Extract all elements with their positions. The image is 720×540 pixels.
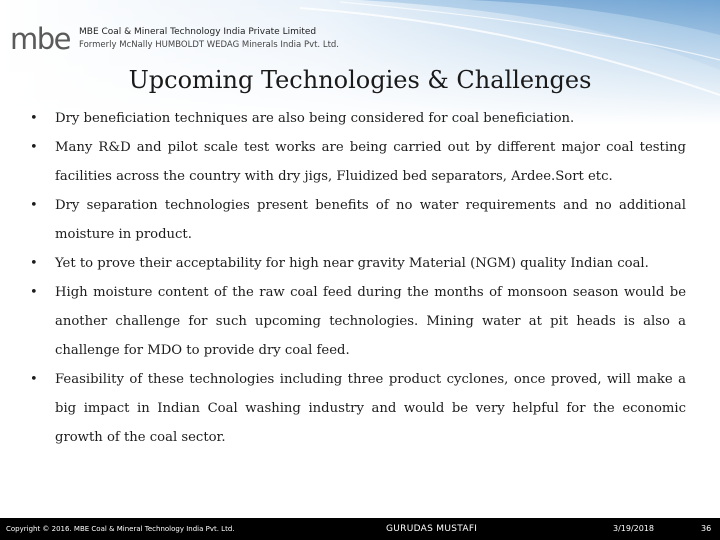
bullet-dot-icon: •	[30, 256, 38, 271]
bullet-text: Yet to prove their acceptability for high near gravity Material (NGM) quality Indian coal.	[55, 256, 649, 271]
bullet-dot-icon: •	[30, 372, 38, 387]
bullet-dot-icon: •	[30, 140, 38, 155]
mbe-logo	[8, 18, 72, 58]
bullet-item	[30, 191, 686, 249]
bullet-text: Feasibility of these technologies including three product cyclones, once proved, will make a big impact in Indian Coal washing industry and would be very helpful for the economic growth of the coal sector.	[55, 372, 686, 445]
bullet-text: High moisture content of the raw coal feed during the months of monsoon season would be another challenge for such upcoming technologies. Mining water at pit heads is also a challenge for MDO to provide dry coal feed.	[55, 285, 686, 358]
footer-bar	[0, 518, 720, 540]
bullet-text: Dry beneficiation techniques are also being considered for coal beneficiation.	[55, 111, 575, 126]
bullet-item	[30, 104, 686, 133]
bullet-text: Dry separation technologies present benefits of no water requirements and no additional moisture in product.	[55, 198, 686, 242]
bullet-dot-icon: •	[30, 285, 38, 300]
bullet-item	[30, 278, 686, 365]
bullet-item	[30, 249, 686, 278]
bullet-list	[30, 104, 686, 452]
company-name: MBE Coal & Mineral Technology India Private Limited	[79, 27, 317, 37]
page-number: 36	[701, 524, 712, 533]
company-info	[79, 26, 339, 51]
bullet-item	[30, 365, 686, 452]
bullet-item	[30, 133, 686, 191]
company-former-name: Formerly McNally HUMBOLDT WEDAG Minerals India Pvt. Ltd.	[79, 40, 340, 50]
footer-presenter: GURUDAS MUSTAFI	[386, 524, 478, 534]
bullet-dot-icon: •	[30, 111, 38, 126]
bullet-dot-icon: •	[30, 198, 38, 213]
logo-text: mbe	[10, 22, 70, 56]
bullet-text: Many R&D and pilot scale test works are being carried out by different major coal testing facilities across the country with dry jigs, Fluidized bed separators, Ardee.Sort etc.	[55, 140, 686, 184]
footer-copyright: Copyright © 2016. MBE Coal & Mineral Technology India Pvt. Ltd.	[6, 525, 235, 533]
footer-date: 3/19/2018	[613, 524, 655, 533]
slide-title: Upcoming Technologies & Challenges	[128, 66, 592, 94]
